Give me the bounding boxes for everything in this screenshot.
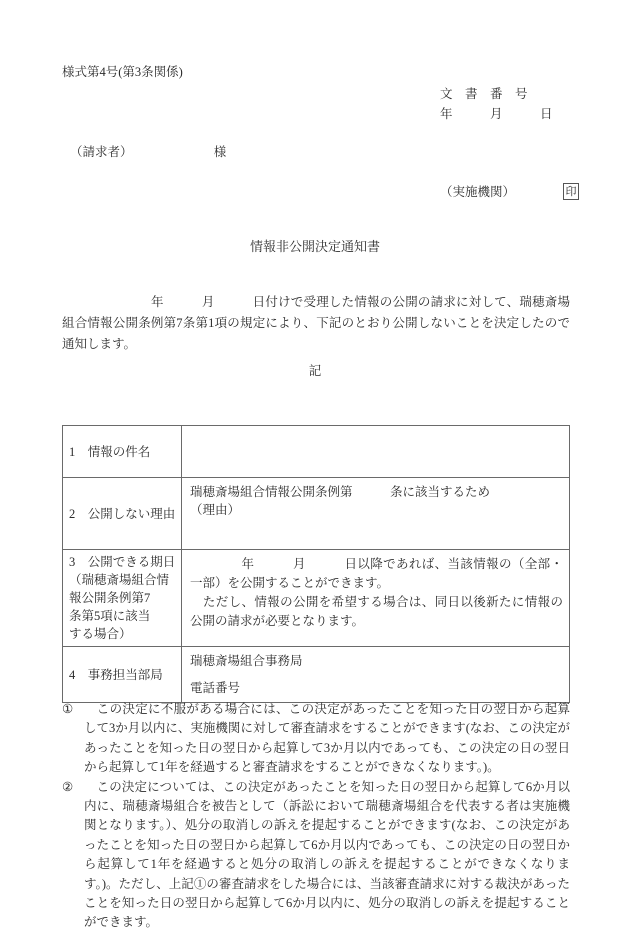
footnote-item	[62, 778, 570, 933]
row-label-text: 4 事務担当部局	[69, 667, 163, 682]
row-label-text: 2 公開しない理由	[69, 506, 176, 521]
row-value-information-title[interactable]	[182, 426, 570, 478]
row-label-contact-department	[63, 647, 182, 703]
row-label-information-title	[63, 426, 182, 478]
form-number: 様式第4号(第3条関係)	[62, 65, 183, 79]
document-number-label: 文 書 番 号	[440, 87, 528, 101]
table-row	[63, 550, 570, 647]
row-value-nondisclosure-reason[interactable]	[182, 478, 570, 550]
footnote-marker-1: ①	[62, 702, 74, 716]
footnote-marker-2: ②	[62, 779, 74, 794]
requester-line: （請求者） 様	[70, 145, 227, 159]
row-label-nondisclosure-reason	[63, 478, 182, 550]
footnote-text-2: この決定については、この決定があったことを知った日の翌日から起算して6か月以内に、瑞穂斎場組合を被告として（訴訟において瑞穂斎場組合を代表する者は実施機関となります。）、処分の取消しの訴えを提起することができます(なお、この決定があったことを知った日の翌日から起算して6か月以内であっても、この決定の日の翌日から起算して1年を経過すると処分の取消しの訴えを提起することができなくなります。)。ただし、上記①の審査請求をした場合には、当該審査請求に対する裁決があったことを知った日の翌日から起算して6か月以内に、処分の取消しの訴えを提起することができます。	[84, 779, 570, 930]
ki-mark: 記	[308, 364, 322, 378]
footnote-text-1: この決定に不服がある場合には、この決定があったことを知った日の翌日から起算して3か月以内に、実施機関に対して審査請求をすることができます(なお、この決定があったことを知った日の翌日から起算して3か月以内であっても、この決定の日の翌日から起算して1年を経過すると審査請求をすることができなくなります。)。	[84, 702, 570, 775]
table-row	[63, 647, 570, 703]
contact-spacer	[190, 670, 563, 679]
row-label-text: （瑞穂斎場組合情	[69, 573, 170, 587]
footnote-item	[62, 700, 570, 778]
issuing-agency-line	[440, 182, 579, 200]
document-date-label: 年 月 日	[440, 107, 553, 121]
row-label-disclosure-date	[63, 550, 182, 647]
table-row	[63, 478, 570, 550]
row-label-text: 条第5項に該当	[69, 609, 151, 623]
page-title: 情報非公開決定通知書	[249, 239, 380, 254]
disclosure-request-note: ただし、情報の公開を希望する場合は、同日以後新たに情報の公開の請求が必要となります。	[190, 595, 563, 628]
nondisclosure-article-line: 瑞穂斎場組合情報公開条例第 条に該当するため	[190, 485, 491, 499]
row-value-contact-department[interactable]	[182, 647, 570, 703]
seal-stamp-icon: 印	[563, 183, 579, 200]
issuing-agency-label: （実施機関）	[440, 185, 516, 199]
row-label-text: 3 公開できる期日	[69, 555, 176, 569]
table-row	[63, 426, 570, 478]
document-meta-block	[440, 84, 553, 124]
row-value-disclosure-date[interactable]	[182, 550, 570, 647]
nondisclosure-reason-label: （理由）	[190, 503, 241, 517]
contact-office-name: 瑞穂斎場組合事務局	[190, 654, 303, 668]
disclosure-date-sentence: 年 月 日以降であれば、当該情報の（全部・一部）を公開することができます。	[190, 557, 563, 590]
body-paragraph: 年 月 日付けで受理した情報の公開の請求に対して、瑞穂斎場組合情報公開条例第7条第1項の規定により、下記のとおり公開しないことを決定したので通知します。	[62, 295, 570, 351]
contact-phone-label: 電話番号	[190, 681, 241, 695]
row-label-text: する場合）	[69, 627, 132, 641]
row-label-text: 1 情報の件名	[69, 444, 151, 459]
decision-details-table	[62, 425, 570, 703]
row-label-text: 報公開条例第7	[69, 591, 151, 605]
footnotes-section	[62, 700, 570, 933]
